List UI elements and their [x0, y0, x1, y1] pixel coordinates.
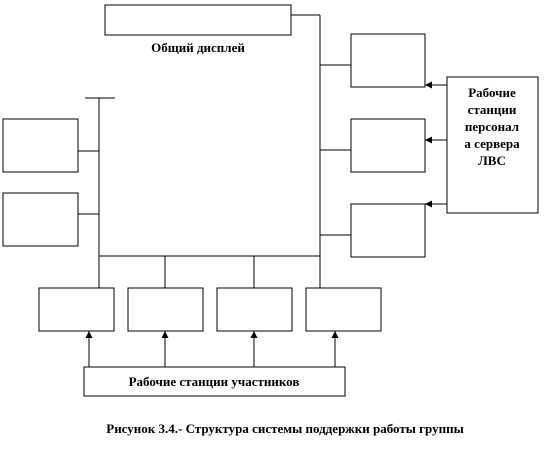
server-label-line-2: станции: [467, 102, 517, 117]
participant-box-4: [306, 288, 381, 331]
figure-caption: Рисунок 3.4.- Структура системы поддержки работы группы: [106, 421, 464, 436]
display-label: Общий дисплей: [151, 40, 245, 55]
participant-box-3: [217, 288, 292, 331]
left-workstation-box-2: [3, 193, 78, 246]
server-label-line-4: а сервера: [464, 136, 520, 151]
display-box: [105, 5, 291, 35]
server-label-line-1: Рабочие: [468, 85, 516, 100]
right-server-box-3: [351, 204, 425, 257]
server-label-line-5: ЛВС: [478, 153, 506, 168]
participant-box-2: [128, 288, 203, 331]
left-workstation-box-1: [3, 119, 78, 172]
right-server-box-1: [351, 34, 425, 87]
server-label-line-3: персонал: [464, 119, 520, 134]
right-server-box-2: [351, 119, 425, 172]
participants-label: Рабочие станции участников: [128, 374, 300, 389]
participant-box-1: [39, 288, 114, 331]
